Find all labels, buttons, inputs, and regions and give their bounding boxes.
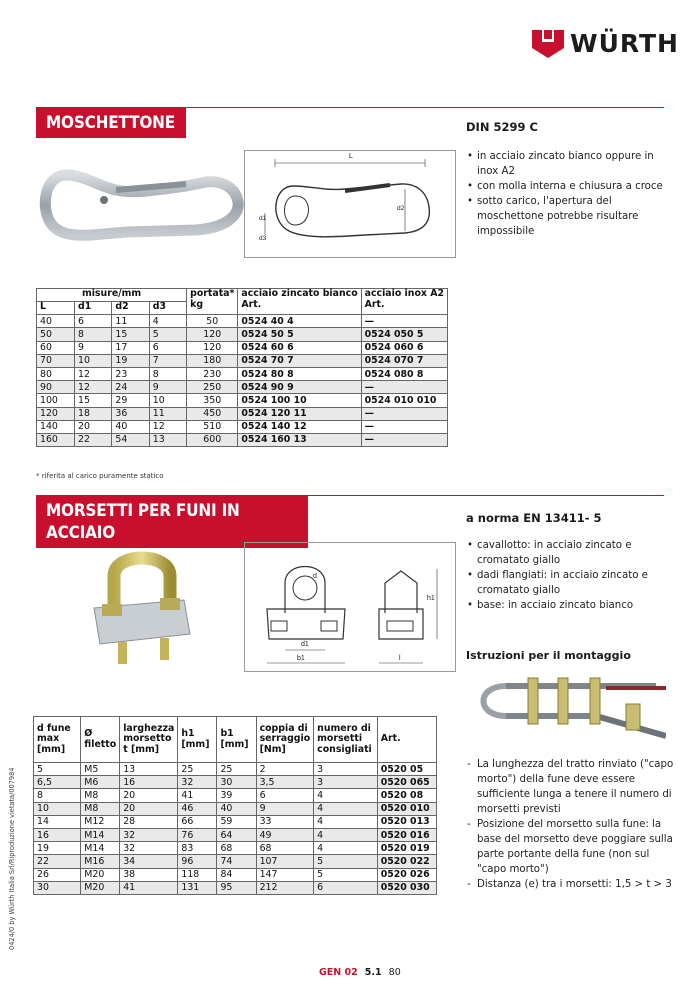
table-cell: 12: [74, 381, 111, 394]
table-cell: 25: [178, 763, 217, 776]
table-cell: 74: [217, 855, 256, 868]
table-cell: 11: [112, 315, 149, 328]
carabiner-table-row: [37, 394, 448, 407]
table-cell: 0520 016: [377, 828, 436, 841]
table-cell: 0520 05: [377, 763, 436, 776]
table-cell: 0524 050 5: [361, 328, 447, 341]
table-cell: 36: [112, 407, 149, 420]
table-cell: 70: [37, 354, 75, 367]
footer-catalog: GEN 02: [319, 967, 358, 978]
table-cell: 26: [34, 868, 81, 881]
table-cell: 3,5: [256, 776, 314, 789]
table-cell: 50: [37, 328, 75, 341]
carabiner-table-row: [37, 381, 448, 394]
wire-clamp-table-row: [34, 868, 437, 881]
table-cell: —: [361, 407, 447, 420]
table-cell: 4: [314, 842, 378, 855]
table-cell: 12: [74, 367, 111, 380]
table-cell: 147: [256, 868, 314, 881]
table-cell: 34: [120, 855, 178, 868]
table-cell: 4: [149, 315, 186, 328]
table-cell: 17: [112, 341, 149, 354]
carabiner-table-row: [37, 354, 448, 367]
wire-clamp-table-row: [34, 815, 437, 828]
table-cell: 68: [217, 842, 256, 855]
section2-standard: a norma EN 13411- 5: [466, 511, 602, 525]
wire-clamp-table-row: [34, 881, 437, 894]
table-cell: 0524 90 9: [238, 381, 361, 394]
carabiner-table-row: [37, 315, 448, 328]
table-cell: 120: [187, 328, 238, 341]
table-cell: 4: [314, 802, 378, 815]
wire-clamp-table-header: [34, 717, 437, 763]
table-cell: 0524 60 6: [238, 341, 361, 354]
footer-page: 80: [388, 967, 401, 978]
table-cell: 0524 40 4: [238, 315, 361, 328]
th-inox: acciaio inox A2 Art.: [361, 289, 447, 315]
table-cell: 40: [112, 420, 149, 433]
wire-clamp-header-cell: larghezza morsetto t [mm]: [120, 717, 178, 763]
section1-title: MOSCHETTONE: [36, 108, 186, 138]
diagram1-label-d1: d1: [259, 215, 267, 222]
table-cell: M16: [81, 855, 120, 868]
table-cell: 6: [256, 789, 314, 802]
table-cell: 3: [314, 776, 378, 789]
table-cell: 0520 08: [377, 789, 436, 802]
table-cell: 230: [187, 367, 238, 380]
table-cell: 20: [120, 789, 178, 802]
table-cell: 6: [74, 315, 111, 328]
table-cell: M8: [81, 789, 120, 802]
table-cell: 0520 022: [377, 855, 436, 868]
table-cell: 100: [37, 394, 75, 407]
brand-name: WÜRTH: [570, 29, 679, 58]
table-cell: 84: [217, 868, 256, 881]
wire-clamp-table-row: [34, 789, 437, 802]
diagram2-label-h1: h1: [427, 595, 435, 602]
table-cell: 0524 070 7: [361, 354, 447, 367]
table-cell: 212: [256, 881, 314, 894]
table-cell: 68: [256, 842, 314, 855]
carabiner-photo: [36, 160, 246, 260]
table-cell: 0520 019: [377, 842, 436, 855]
table-cell: 15: [112, 328, 149, 341]
table-cell: 9: [74, 341, 111, 354]
wire-clamp-table-row: [34, 855, 437, 868]
table-cell: 11: [149, 407, 186, 420]
table-cell: 2: [256, 763, 314, 776]
wire-clamp-header-cell: Ø filetto: [81, 717, 120, 763]
instruction-item: - Posizione del morsetto sulla fune: la base del morsetto deve poggiare sulla parte portante della fune (non sul "capo morto"): [466, 817, 676, 877]
table-cell: 16: [34, 828, 81, 841]
th-portata: portata* kg: [187, 289, 238, 315]
table-cell: 29: [112, 394, 149, 407]
table-cell: 6,5: [34, 776, 81, 789]
table-cell: 10: [74, 354, 111, 367]
table-cell: 0520 026: [377, 868, 436, 881]
diagram2-label-b1: b1: [297, 655, 305, 662]
th-d1: d1: [74, 302, 111, 315]
table-cell: 13: [149, 433, 186, 446]
table-cell: 95: [217, 881, 256, 894]
table-cell: —: [361, 433, 447, 446]
table-cell: 0520 030: [377, 881, 436, 894]
table-cell: 118: [178, 868, 217, 881]
wire-clamp-table-row: [34, 802, 437, 815]
section1-bullet: • con molla interna e chiusura a croce: [466, 179, 666, 194]
table-cell: 12: [149, 420, 186, 433]
wire-clamp-header-cell: numero di morsetti consigliati: [314, 717, 378, 763]
table-cell: 22: [34, 855, 81, 868]
th-misure: misure/mm: [37, 289, 187, 302]
table-cell: 450: [187, 407, 238, 420]
wire-clamp-table-body: [34, 763, 437, 895]
table-cell: 0520 065: [377, 776, 436, 789]
table-cell: 49: [256, 828, 314, 841]
table-cell: M12: [81, 815, 120, 828]
th-d3: d3: [149, 302, 186, 315]
table-cell: 8: [34, 789, 81, 802]
table-cell: 160: [37, 433, 75, 446]
table-cell: 7: [149, 354, 186, 367]
table-cell: 39: [217, 789, 256, 802]
section1-bullet: • sotto carico, l'apertura del moschettone potrebbe risultare impossibile: [466, 194, 666, 239]
table-cell: 64: [217, 828, 256, 841]
table-cell: 40: [37, 315, 75, 328]
wire-clamp-header-cell: Art.: [377, 717, 436, 763]
section2-bullet: • cavallotto: in acciaio zincato e cromatato giallo: [466, 538, 670, 568]
table-cell: 16: [120, 776, 178, 789]
table-cell: M6: [81, 776, 120, 789]
carabiner-table-row: [37, 433, 448, 446]
table-cell: 80: [37, 367, 75, 380]
table-cell: 0524 140 12: [238, 420, 361, 433]
section2-bullet: • dadi flangiati: in acciaio zincato e cromatato giallo: [466, 568, 670, 598]
wire-clamp-header-cell: h1 [mm]: [178, 717, 217, 763]
table-cell: 25: [217, 763, 256, 776]
table-cell: —: [361, 315, 447, 328]
table-cell: 0524 120 11: [238, 407, 361, 420]
table-cell: 10: [149, 394, 186, 407]
table-cell: 13: [120, 763, 178, 776]
table-cell: 6: [314, 881, 378, 894]
wire-clamp-table: [33, 716, 437, 895]
section1-footnote: * riferita al carico puramente statico: [36, 472, 164, 480]
table-cell: 180: [187, 354, 238, 367]
footer-section: 5.1: [364, 967, 382, 978]
wire-clamp-diagram: [244, 542, 456, 672]
carabiner-table-body: [37, 315, 448, 447]
carabiner-table-row: [37, 341, 448, 354]
table-cell: 4: [314, 828, 378, 841]
table-cell: 22: [74, 433, 111, 446]
th-zincato: acciaio zincato bianco Art.: [238, 289, 361, 315]
table-cell: 0524 80 8: [238, 367, 361, 380]
instructions-title: Istruzioni per il montaggio: [466, 649, 631, 662]
diagram1-label-d3: d3: [259, 235, 267, 242]
table-cell: 120: [187, 341, 238, 354]
table-cell: 8: [74, 328, 111, 341]
table-cell: 9: [149, 381, 186, 394]
carabiner-table-row: [37, 420, 448, 433]
table-cell: 131: [178, 881, 217, 894]
diagram2-label-d: d: [313, 573, 317, 580]
table-cell: 5: [314, 855, 378, 868]
section2-bullet: • base: in acciaio zincato bianco: [466, 598, 670, 613]
section2-title: MORSETTI PER FUNI IN ACCIAIO: [36, 496, 308, 548]
diagram1-label-L: L: [349, 153, 353, 160]
wire-clamp-header-cell: coppia di serraggio [Nm]: [256, 717, 314, 763]
carabiner-table-row: [37, 328, 448, 341]
table-cell: 14: [34, 815, 81, 828]
diagram2-label-d1: d1: [301, 641, 309, 648]
table-cell: 40: [217, 802, 256, 815]
table-cell: 4: [314, 815, 378, 828]
section1-bullets: [466, 149, 666, 239]
table-cell: M5: [81, 763, 120, 776]
table-cell: 3: [314, 763, 378, 776]
table-cell: 5: [34, 763, 81, 776]
table-cell: 15: [74, 394, 111, 407]
table-cell: 0524 010 010: [361, 394, 447, 407]
table-cell: 66: [178, 815, 217, 828]
wurth-logo: [532, 28, 679, 60]
th-L: L: [37, 302, 75, 315]
table-cell: 5: [314, 868, 378, 881]
table-cell: 41: [120, 881, 178, 894]
table-cell: 350: [187, 394, 238, 407]
table-cell: 0524 160 13: [238, 433, 361, 446]
table-cell: M20: [81, 868, 120, 881]
table-cell: 32: [120, 828, 178, 841]
wurth-logo-mark-icon: [532, 28, 564, 60]
table-cell: 32: [120, 842, 178, 855]
table-cell: 0520 013: [377, 815, 436, 828]
carabiner-table-row: [37, 367, 448, 380]
instruction-item: - Distanza (e) tra i morsetti: 1,5 > t > 3: [466, 877, 676, 892]
table-cell: 83: [178, 842, 217, 855]
table-cell: 0524 080 8: [361, 367, 447, 380]
table-cell: M14: [81, 842, 120, 855]
table-cell: 33: [256, 815, 314, 828]
rope-assembly-image: [466, 666, 666, 744]
table-cell: 4: [314, 789, 378, 802]
table-cell: 9: [256, 802, 314, 815]
wire-clamp-table-row: [34, 763, 437, 776]
table-cell: 96: [178, 855, 217, 868]
table-cell: 32: [178, 776, 217, 789]
wire-clamp-header-cell: b1 [mm]: [217, 717, 256, 763]
table-cell: 60: [37, 341, 75, 354]
table-cell: 0524 100 10: [238, 394, 361, 407]
table-cell: 23: [112, 367, 149, 380]
instructions-list: [466, 757, 676, 892]
table-cell: M14: [81, 828, 120, 841]
wire-clamp-table-row: [34, 828, 437, 841]
wire-clamp-header-cell: d fune max [mm]: [34, 717, 81, 763]
th-d2: d2: [112, 302, 149, 315]
page-footer: [319, 967, 401, 978]
table-cell: 19: [112, 354, 149, 367]
table-cell: 140: [37, 420, 75, 433]
wire-clamp-table-row: [34, 776, 437, 789]
wire-clamp-photo: [80, 548, 200, 668]
table-cell: 510: [187, 420, 238, 433]
table-cell: 59: [217, 815, 256, 828]
table-cell: 5: [149, 328, 186, 341]
table-cell: M20: [81, 881, 120, 894]
table-cell: 20: [120, 802, 178, 815]
table-cell: M8: [81, 802, 120, 815]
diagram1-label-d2: d2: [397, 205, 405, 212]
table-cell: 20: [74, 420, 111, 433]
instruction-item: - La lunghezza del tratto rinviato ("capo morto") della fune deve essere sufficiente lunga a tenere il numero di morsetti previsti: [466, 757, 676, 817]
carabiner-table: [36, 288, 448, 447]
table-cell: 28: [120, 815, 178, 828]
diagram2-label-l: l: [399, 655, 401, 662]
table-cell: 6: [149, 341, 186, 354]
table-cell: 10: [34, 802, 81, 815]
table-cell: 38: [120, 868, 178, 881]
table-cell: 8: [149, 367, 186, 380]
table-cell: 46: [178, 802, 217, 815]
table-cell: 0520 010: [377, 802, 436, 815]
table-cell: 107: [256, 855, 314, 868]
table-cell: —: [361, 381, 447, 394]
table-cell: 0524 70 7: [238, 354, 361, 367]
wire-clamp-table-row: [34, 842, 437, 855]
table-cell: 120: [37, 407, 75, 420]
table-cell: —: [361, 420, 447, 433]
table-cell: 0524 060 6: [361, 341, 447, 354]
table-cell: 18: [74, 407, 111, 420]
carabiner-diagram: [244, 150, 456, 258]
table-cell: 90: [37, 381, 75, 394]
section2-bullets: [466, 538, 670, 613]
table-cell: 50: [187, 315, 238, 328]
section1-bullet: • in acciaio zincato bianco oppure in inox A2: [466, 149, 666, 179]
section1-standard: DIN 5299 C: [466, 120, 538, 134]
table-cell: 76: [178, 828, 217, 841]
table-cell: 54: [112, 433, 149, 446]
table-cell: 0524 50 5: [238, 328, 361, 341]
carabiner-table-row: [37, 407, 448, 420]
table-cell: 19: [34, 842, 81, 855]
table-cell: 24: [112, 381, 149, 394]
copyright-sidebar: 0424/0 by Würth Italia Srl/Riproduzione vietata/007984: [8, 767, 16, 950]
table-cell: 250: [187, 381, 238, 394]
table-cell: 30: [217, 776, 256, 789]
table-cell: 41: [178, 789, 217, 802]
table-cell: 600: [187, 433, 238, 446]
table-cell: 30: [34, 881, 81, 894]
